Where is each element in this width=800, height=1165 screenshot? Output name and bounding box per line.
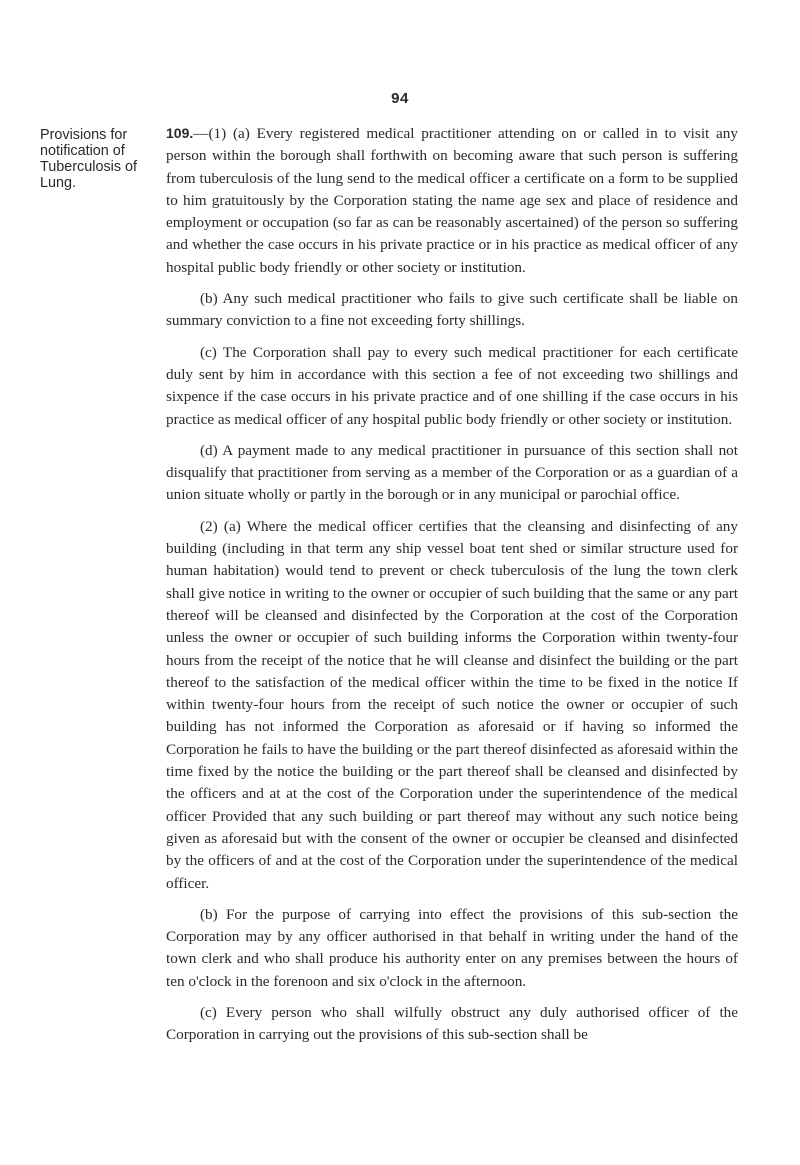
paragraph-2-a: (2) (a) Where the medical officer certifies that the cleansing and disinfecting of any building (including in that term any ship vessel boat tent shed or similar structure used for human habitation) would tend to prevent or check tuberculosis of the lung the town clerk shall give notice in writing to the owner or occupier of such building that the same or any part thereof will be cleansed and disinfected by the Corporation at the cost of the Corporation unless the owner or occupier of such building informs the Corporation within twenty-four hours from the receipt of the notice that he will cleanse and disinfect the building or the part thereof to the satisfaction of the medical officer within the time to be fixed in the notice If within twenty-four hours from the receipt of such notice the owner or occupier of such building has not informed the Corporation as aforesaid or if having so informed the Corporation he fails to have the building or the part thereof disinfected as aforesaid within the time fixed by the notice the building or the part thereof shall be cleansed and disinfected by the officers and at at the cost of the Corporation under the superintendence of the medical officer Provided that any such building or part thereof may without any such notice being given as aforesaid but with the consent of the owner or occupier be cleansed and disinfected by the officers of and at the cost of the Corporation under the superintendence of the medical officer. [166,517,738,892]
page-number: 94 [391,90,409,107]
margin-note: Provisions for notification of Tuberculosis of Lung. [40,127,138,191]
paragraph-1-d: (d) A payment made to any medical practitioner in pursuance of this section shall not disqualify that practitioner from serving as a member of the Corporation or as a guardian of a union situate wholly or partly in the borough or in any municipal or parochial office. [166,441,738,504]
section-number: 109. [166,125,194,141]
paragraph-2-b: (b) For the purpose of carrying into effect the provisions of this sub-section the Corporation may by any officer authorised in that behalf in writing under the hand of the town clerk and who shall produce his authority enter on any premises between the hours of ten o'clock in the forenoon and six o'clock in the afternoon. [166,905,738,990]
section-body [166,122,738,1056]
paragraph-2-c: (c) Every person who shall wilfully obstruct any duly authorised officer of the Corporation in carrying out the provisions of this sub-section shall be [166,1003,738,1044]
paragraph-1-c: (c) The Corporation shall pay to every such medical practitioner for each certificate duly sent by him in accordance with this section a fee of not exceeding two shillings and sixpence if the case occurs in his private practice and of one shilling if the case occurs in his practice as medical officer of any hospital public body friendly or other society or institution. [166,343,738,428]
paragraph-text: —(1) (a) Every registered medical practitioner attending on or called in to visit any person within the borough shall forthwith on becoming aware that such person is suffering from tuberculosis of the lung send to the medical officer a certificate on a form to be supplied to him gratuitously by the Corporation stating the name age sex and place of residence and employment or occupation (so far as can be reasonably ascertained) of the person so suffering and whether the case occurs in his private practice or in his practice as medical officer of any hospital public body friendly or other society or institution. [166,125,738,276]
paragraph-1-a [166,122,738,279]
paragraph-1-b: (b) Any such medical practitioner who fails to give such certificate shall be liable on summary conviction to a fine not exceeding forty shillings. [166,290,738,330]
